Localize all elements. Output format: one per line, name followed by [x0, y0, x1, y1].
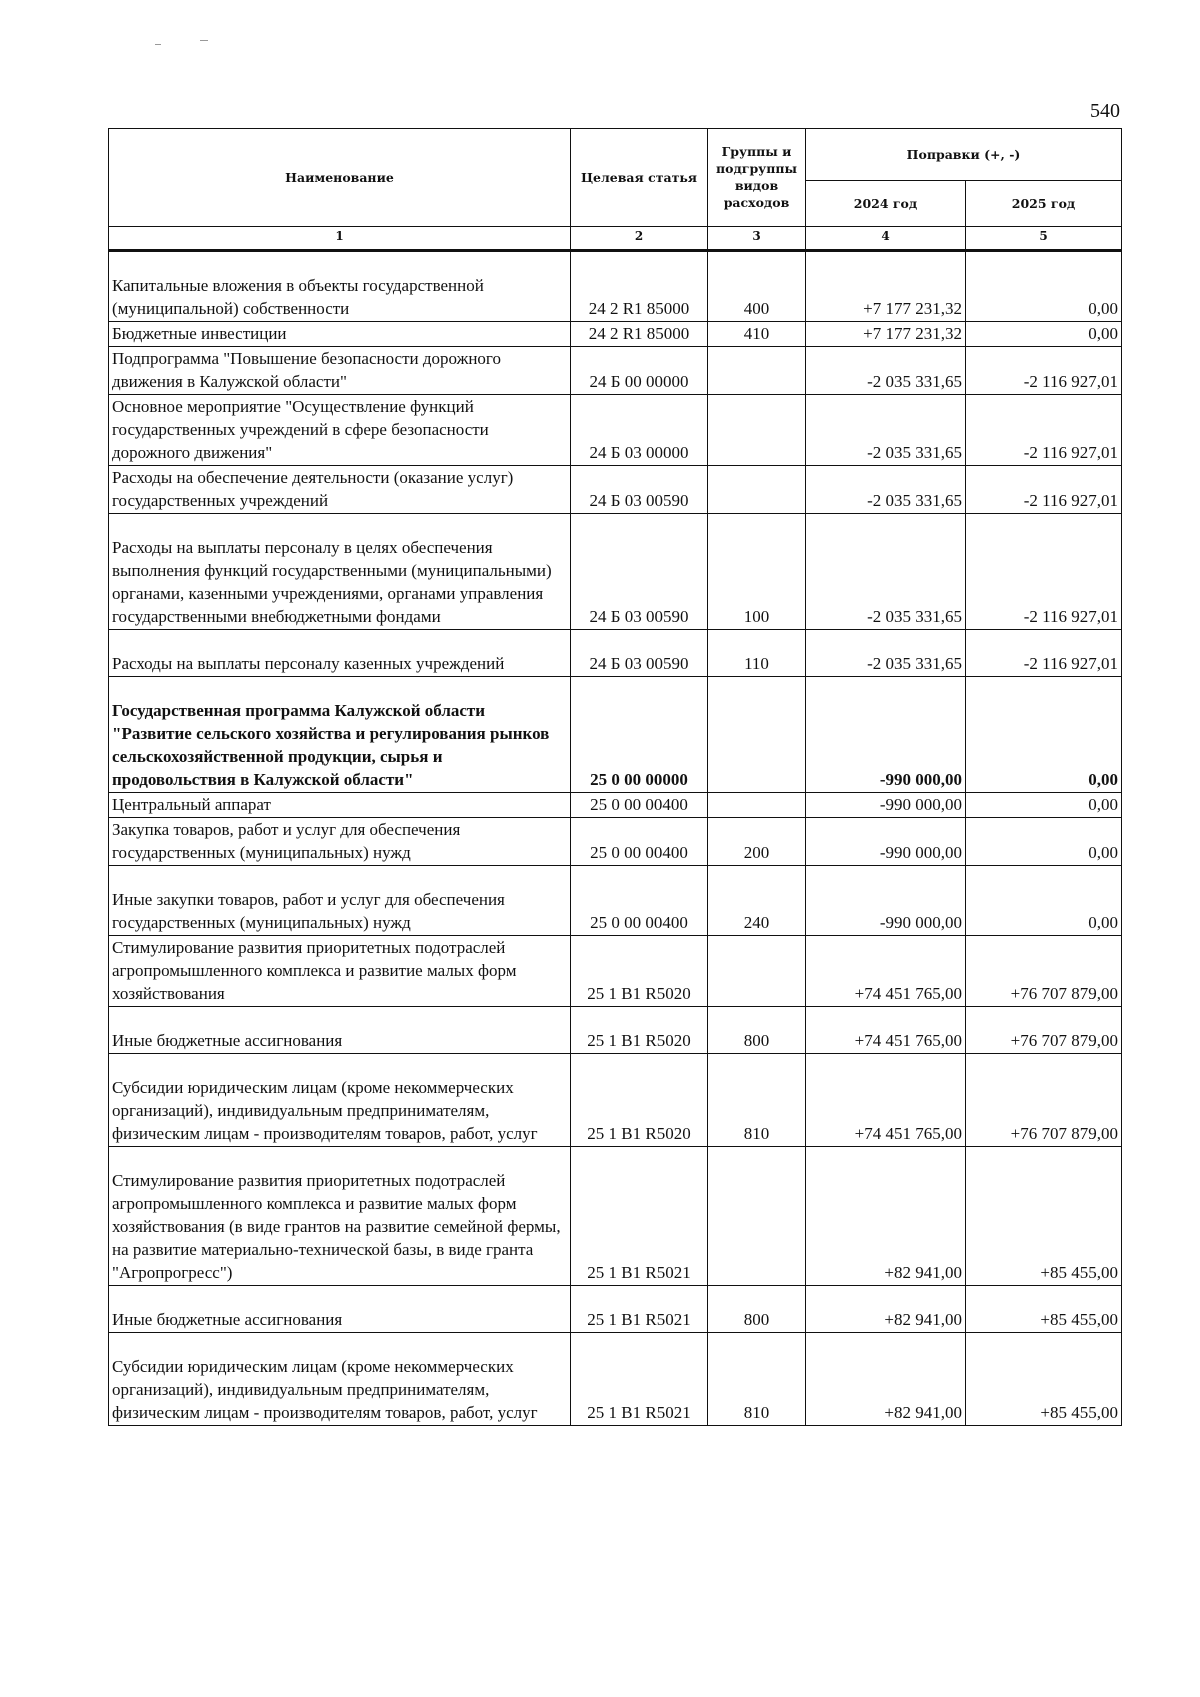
row-amount-2025: 0,00 [966, 793, 1122, 818]
row-amount-2024: +7 177 231,32 [806, 322, 966, 347]
row-amount-2025: -2 116 927,01 [966, 514, 1122, 630]
row-amount-2025: 0,00 [966, 251, 1122, 322]
row-amount-2025: -2 116 927,01 [966, 395, 1122, 466]
row-amount-2024: +74 451 765,00 [806, 1054, 966, 1147]
scan-speck [200, 40, 208, 41]
row-expense-group: 810 [708, 1333, 806, 1426]
table-row [109, 1333, 1122, 1426]
row-amount-2025: 0,00 [966, 677, 1122, 793]
row-target-article: 25 1 В1 R5021 [571, 1286, 708, 1333]
row-amount-2024: -2 035 331,65 [806, 466, 966, 514]
table-row [109, 466, 1122, 514]
table-row [109, 395, 1122, 466]
row-target-article: 24 2 R1 85000 [571, 251, 708, 322]
row-amount-2025: +85 455,00 [966, 1286, 1122, 1333]
row-expense-group: 110 [708, 630, 806, 677]
row-amount-2025: +85 455,00 [966, 1333, 1122, 1426]
row-expense-group [708, 395, 806, 466]
header-target-article: Целевая статья [571, 129, 708, 227]
row-name: Субсидии юридическим лицам (кроме некоммерческих организаций), индивидуальным предпринимателям, физическим лицам - производителям товаров, работ, услуг [109, 1054, 571, 1147]
table-row [109, 793, 1122, 818]
row-expense-group: 400 [708, 251, 806, 322]
table-row [109, 322, 1122, 347]
row-name: Подпрограмма "Повышение безопасности дорожного движения в Калужской области" [109, 347, 571, 395]
row-expense-group: 410 [708, 322, 806, 347]
column-number: 2 [571, 227, 708, 251]
row-target-article: 24 Б 03 00000 [571, 395, 708, 466]
table-row [109, 866, 1122, 936]
table-row [109, 630, 1122, 677]
row-amount-2024: +74 451 765,00 [806, 1007, 966, 1054]
row-amount-2025: -2 116 927,01 [966, 630, 1122, 677]
row-target-article: 25 1 В1 R5020 [571, 1054, 708, 1147]
row-name: Иные закупки товаров, работ и услуг для обеспечения государственных (муниципальных) нужд [109, 866, 571, 936]
row-amount-2024: -2 035 331,65 [806, 630, 966, 677]
row-amount-2024: -2 035 331,65 [806, 347, 966, 395]
row-target-article: 25 0 00 00000 [571, 677, 708, 793]
row-amount-2025: 0,00 [966, 866, 1122, 936]
row-amount-2024: +82 941,00 [806, 1147, 966, 1286]
row-amount-2024: -990 000,00 [806, 866, 966, 936]
row-target-article: 25 1 В1 R5021 [571, 1333, 708, 1426]
row-expense-group [708, 466, 806, 514]
row-target-article: 25 1 В1 R5021 [571, 1147, 708, 1286]
row-target-article: 25 1 В1 R5020 [571, 1007, 708, 1054]
row-target-article: 24 Б 03 00590 [571, 514, 708, 630]
row-amount-2024: -2 035 331,65 [806, 514, 966, 630]
row-amount-2025: +76 707 879,00 [966, 1007, 1122, 1054]
row-amount-2024: +82 941,00 [806, 1333, 966, 1426]
row-target-article: 24 Б 03 00590 [571, 466, 708, 514]
row-expense-group [708, 936, 806, 1007]
row-amount-2025: 0,00 [966, 322, 1122, 347]
table-row [109, 251, 1122, 322]
header-year-2025: 2025 год [966, 181, 1122, 227]
column-number: 4 [806, 227, 966, 251]
row-name: Расходы на выплаты персоналу казенных учреждений [109, 630, 571, 677]
table-row [109, 936, 1122, 1007]
row-name: Стимулирование развития приоритетных подотраслей агропромышленного комплекса и развитие малых форм хозяйствования (в виде грантов на развитие семейной фермы, на развитие материально-технической базы, в виде гранта "Агропрогресс") [109, 1147, 571, 1286]
row-name: Государственная программа Калужской области "Развитие сельского хозяйства и регулирования рынков сельскохозяйственной продукции, сырья и продовольствия в Калужской области" [109, 677, 571, 793]
table-body [109, 251, 1122, 1426]
row-amount-2024: +82 941,00 [806, 1286, 966, 1333]
table-row [109, 1054, 1122, 1147]
table-row [109, 514, 1122, 630]
header-amendments: Поправки (+, -) [806, 129, 1122, 181]
page-number: 540 [1090, 100, 1120, 122]
row-amount-2025: +76 707 879,00 [966, 936, 1122, 1007]
row-target-article: 24 Б 03 00590 [571, 630, 708, 677]
header-name: Наименование [109, 129, 571, 227]
column-number: 5 [966, 227, 1122, 251]
row-target-article: 25 0 00 00400 [571, 866, 708, 936]
row-expense-group: 800 [708, 1286, 806, 1333]
scan-speck [155, 44, 161, 45]
row-expense-group: 200 [708, 818, 806, 866]
row-name: Стимулирование развития приоритетных подотраслей агропромышленного комплекса и развитие малых форм хозяйствования [109, 936, 571, 1007]
row-name: Бюджетные инвестиции [109, 322, 571, 347]
table-row [109, 1286, 1122, 1333]
row-amount-2025: +76 707 879,00 [966, 1054, 1122, 1147]
row-name: Субсидии юридическим лицам (кроме некоммерческих организаций), индивидуальным предпринимателям, физическим лицам - производителям товаров, работ, услуг [109, 1333, 571, 1426]
budget-amendments-table [108, 128, 1122, 1426]
row-amount-2025: -2 116 927,01 [966, 347, 1122, 395]
row-name: Основное мероприятие "Осуществление функций государственных учреждений в сфере безопасности дорожного движения" [109, 395, 571, 466]
row-name: Расходы на обеспечение деятельности (оказание услуг) государственных учреждений [109, 466, 571, 514]
table-row [109, 1147, 1122, 1286]
row-name: Капитальные вложения в объекты государственной (муниципальной) собственности [109, 251, 571, 322]
header-year-2024: 2024 год [806, 181, 966, 227]
table-row [109, 677, 1122, 793]
row-name: Расходы на выплаты персоналу в целях обеспечения выполнения функций государственными (муниципальными) органами, казенными учреждениями, органами управления государственными внебюджетными фондами [109, 514, 571, 630]
row-name: Центральный аппарат [109, 793, 571, 818]
row-target-article: 24 Б 00 00000 [571, 347, 708, 395]
row-amount-2024: +74 451 765,00 [806, 936, 966, 1007]
row-amount-2024: -2 035 331,65 [806, 395, 966, 466]
table-row [109, 818, 1122, 866]
row-amount-2025: -2 116 927,01 [966, 466, 1122, 514]
row-target-article: 25 1 В1 R5020 [571, 936, 708, 1007]
row-expense-group [708, 793, 806, 818]
row-target-article: 25 0 00 00400 [571, 818, 708, 866]
row-name: Иные бюджетные ассигнования [109, 1007, 571, 1054]
row-expense-group [708, 1147, 806, 1286]
row-amount-2024: +7 177 231,32 [806, 251, 966, 322]
row-expense-group: 800 [708, 1007, 806, 1054]
row-expense-group: 240 [708, 866, 806, 936]
row-name: Закупка товаров, работ и услуг для обеспечения государственных (муниципальных) нужд [109, 818, 571, 866]
row-expense-group: 100 [708, 514, 806, 630]
table-row [109, 347, 1122, 395]
row-target-article: 25 0 00 00400 [571, 793, 708, 818]
column-number: 3 [708, 227, 806, 251]
row-amount-2025: 0,00 [966, 818, 1122, 866]
row-amount-2024: -990 000,00 [806, 677, 966, 793]
row-amount-2025: +85 455,00 [966, 1147, 1122, 1286]
header-expense-groups: Группы и подгруппы видов расходов [708, 129, 806, 227]
row-name: Иные бюджетные ассигнования [109, 1286, 571, 1333]
column-number: 1 [109, 227, 571, 251]
row-expense-group [708, 677, 806, 793]
row-expense-group [708, 347, 806, 395]
row-expense-group: 810 [708, 1054, 806, 1147]
table-row [109, 1007, 1122, 1054]
row-amount-2024: -990 000,00 [806, 818, 966, 866]
row-target-article: 24 2 R1 85000 [571, 322, 708, 347]
row-amount-2024: -990 000,00 [806, 793, 966, 818]
